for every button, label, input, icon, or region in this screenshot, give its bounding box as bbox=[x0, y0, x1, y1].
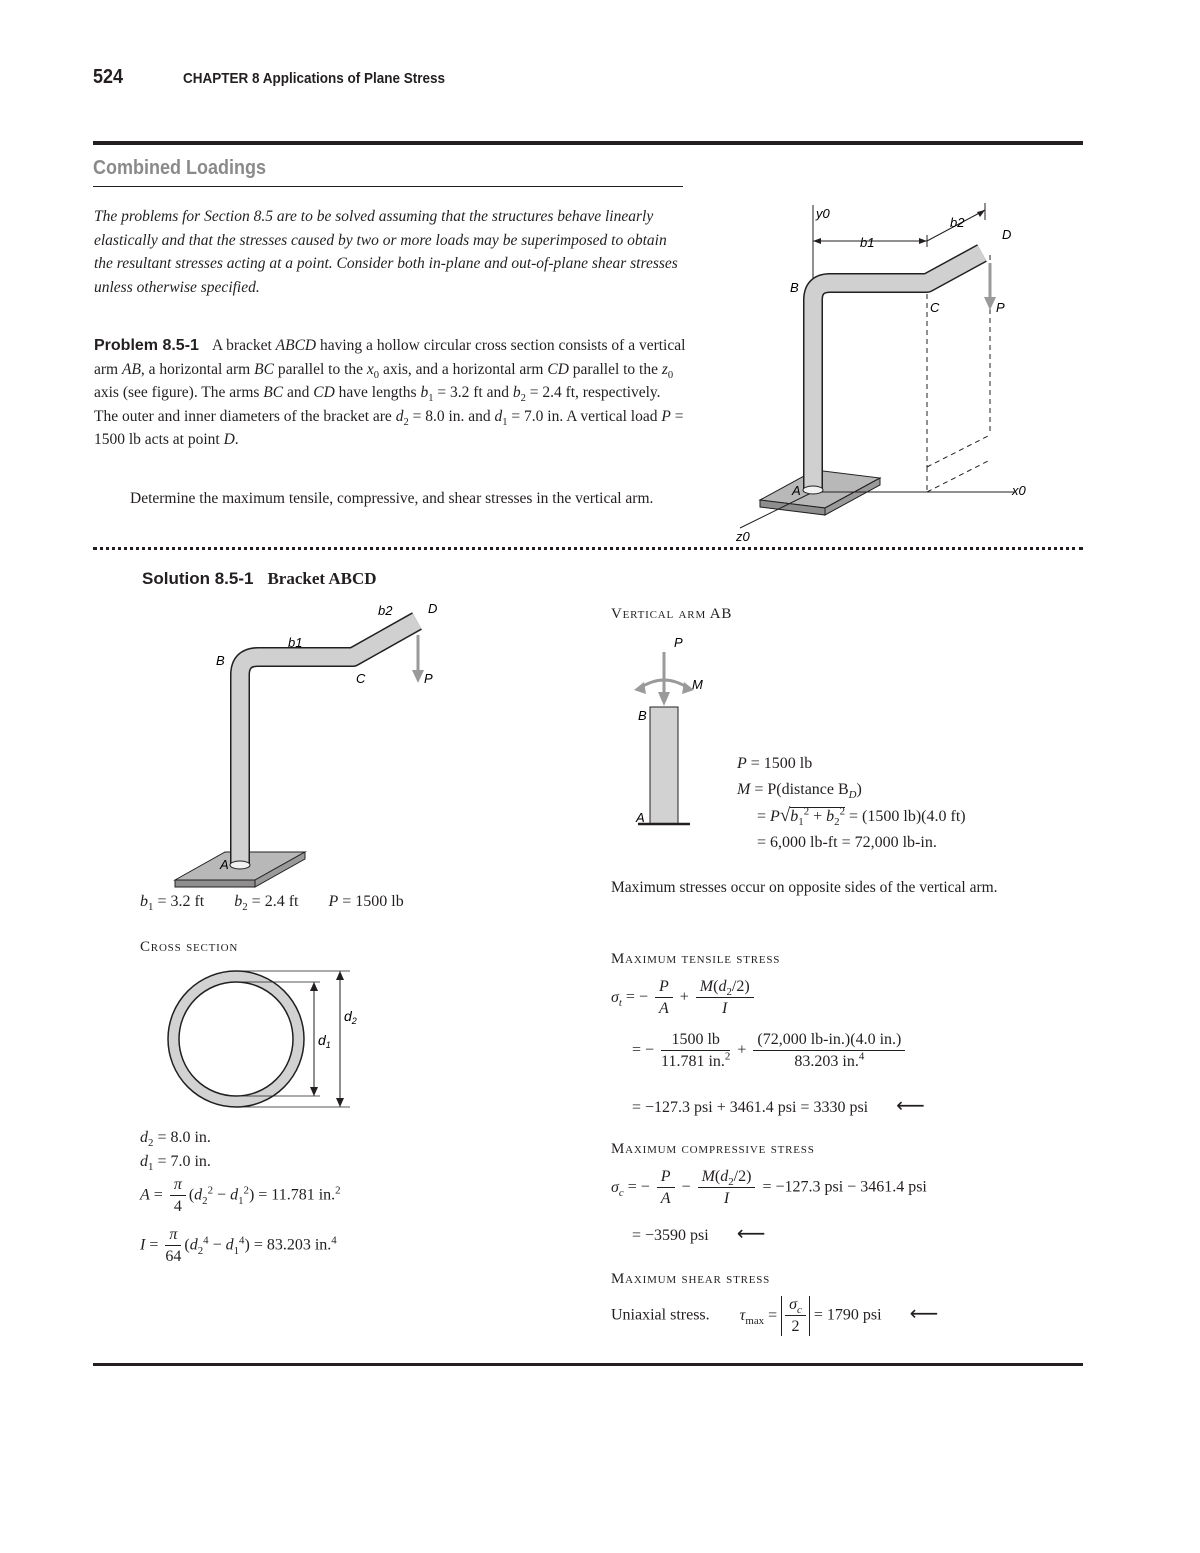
compressive-formula: $\sigma_c$ = − $\frac{P}{A}$ − $\frac{M(d_2/2)}{I}$ = −127.3 psi − 3461.4 psi bbox=[611, 1168, 927, 1207]
M-result: = 6,000 lb-ft = 72,000 lb-in. bbox=[757, 834, 937, 851]
shear-header: Maximum shear stress bbox=[611, 1271, 771, 1287]
max-stress-note: Maximum stresses occur on opposite sides of the vertical arm. bbox=[611, 879, 998, 896]
bottom-rule bbox=[93, 1363, 1083, 1366]
d2-line: $d_2 = 8.0$ in. bbox=[140, 1129, 211, 1150]
answer-arrow-icon: ⟵ bbox=[736, 1221, 766, 1245]
solution-title bbox=[142, 569, 377, 589]
answer-arrow-icon: ⟵ bbox=[896, 1093, 925, 1117]
sol-label-P: P bbox=[424, 671, 433, 686]
label-D: D bbox=[1002, 227, 1012, 242]
compressive-result: = −3590 psi ⟵ bbox=[632, 1221, 766, 1245]
vertical-arm-header: Vertical arm AB bbox=[611, 606, 733, 622]
dotted-rule bbox=[93, 547, 1083, 550]
given-b1: $b_1 = 3.2$ ft bbox=[140, 893, 205, 914]
solution-figure bbox=[140, 595, 470, 895]
sol-label-A: A bbox=[220, 857, 229, 872]
section-title: Combined Loadings bbox=[93, 157, 266, 179]
section-rule bbox=[93, 186, 683, 187]
svg-text:d2: $d_2$ bbox=[344, 1008, 357, 1026]
inertia-formula: I = $\frac{\pi}{64}$ $(d_2^4 - d_1^4) = 83.203$ in.$^4$ bbox=[140, 1226, 337, 1265]
cross-section-header: Cross section bbox=[140, 939, 239, 955]
page-number: 524 bbox=[93, 66, 124, 88]
label-A: A bbox=[792, 483, 801, 498]
tensile-header: Maximum tensile stress bbox=[611, 951, 781, 967]
M-formula: = $P√b_1^2 + b_2^2 = (1500$ lb)(4.0 ft) bbox=[757, 805, 966, 829]
svg-text:M: M bbox=[692, 677, 703, 692]
solution-label: Solution 8.5-1 bbox=[142, 569, 254, 588]
M-definition: M = P(distance $B_D$) bbox=[737, 781, 862, 802]
svg-text:A: A bbox=[636, 810, 645, 825]
label-C: C bbox=[930, 300, 940, 315]
sol-label-b1: b1 bbox=[288, 635, 303, 650]
tensile-substitution: = − $\frac{1500 lb}{11.781 in.^2}$ + $\frac{(72,000 lb-in.)(4.0 in.)}{83.203 in.^4}$ bbox=[632, 1031, 908, 1071]
area-formula: A = $\frac{\pi}{4}$ $(d_2^2 - d_1^2) = 11.781$ in.$^2$ bbox=[140, 1176, 341, 1215]
moment-calc bbox=[737, 751, 966, 856]
svg-text:P: P bbox=[674, 635, 683, 650]
top-rule bbox=[93, 141, 1083, 145]
d1-line: $d_1 = 7.0$ in. bbox=[140, 1153, 211, 1174]
P-value: P = 1500 lb bbox=[737, 755, 813, 772]
label-z0: z0 bbox=[736, 529, 750, 544]
cross-section-figure bbox=[160, 963, 380, 1118]
section-intro: The problems for Section 8.5 are to be solved assuming that the structures behave linearly elastically and that the stresses caused by two or more loads may be superimposed to obtain the resultant stresses acting at a point. Consider both in-plane and out-of-plane shear stresses unless otherwise specified. bbox=[94, 208, 678, 296]
shear-result: Uniaxial stress. $\tau_{max}$ = $\frac{\sigma_c}{2}$ = 1790 psi ⟵ bbox=[611, 1296, 939, 1335]
answer-arrow-icon: ⟵ bbox=[909, 1300, 939, 1325]
tensile-formula: $\sigma_t$ = − $\frac{P}{A}$ + $\frac{M(d_2/2)}{I}$ bbox=[611, 978, 757, 1018]
given-b2: $b_2 = 2.4$ ft bbox=[234, 893, 299, 914]
given-values bbox=[140, 893, 404, 914]
svg-text:B: B bbox=[638, 708, 647, 723]
vertical-arm-figure bbox=[620, 630, 730, 835]
label-x0: x0 bbox=[1012, 483, 1026, 498]
given-P: P = 1500 lb bbox=[328, 893, 404, 910]
problem-label: Problem 8.5-1 bbox=[94, 337, 199, 354]
cross-section-dims bbox=[140, 1126, 211, 1174]
problem-figure bbox=[720, 195, 1060, 545]
label-b1: b1 bbox=[860, 235, 875, 250]
sol-label-b2: b2 bbox=[378, 603, 393, 618]
svg-text:d1: $d_1$ bbox=[318, 1032, 331, 1050]
chapter-title: CHAPTER 8 Applications of Plane Stress bbox=[183, 70, 446, 87]
sol-label-D: D bbox=[428, 601, 438, 616]
compressive-header: Maximum compressive stress bbox=[611, 1141, 815, 1157]
problem-statement: Problem 8.5-1 A bracket ABCD having a hollow circular cross section consists of a vertical arm AB, a horizontal arm BC parallel to the $x_0$ axis, and a horizontal arm CD parallel to the $z_0$ axis (see figure). The arms BC and CD have lengths $b_1 = 3.2$ ft and $b_2 = 2.4$ ft, respectively. The outer and inner diameters of the bracket are $d_2 = 8.0$ in. and $d_1 = 7.0$ in. A vertical load P = 1500 lb acts at point D. bbox=[94, 337, 686, 449]
problem-question: Determine the maximum tensile, compressive, and shear stresses in the vertical arm. bbox=[130, 490, 654, 507]
sol-label-C: C bbox=[356, 671, 366, 686]
label-y0: y0 bbox=[816, 206, 830, 221]
label-b2: b2 bbox=[950, 215, 965, 230]
solution-name: Bracket ABCD bbox=[267, 569, 377, 588]
sol-label-B: B bbox=[216, 653, 225, 668]
label-P: P bbox=[996, 300, 1005, 315]
label-B: B bbox=[790, 280, 799, 295]
tensile-result: = −127.3 psi + 3461.4 psi = 3330 psi ⟵ bbox=[632, 1093, 925, 1117]
